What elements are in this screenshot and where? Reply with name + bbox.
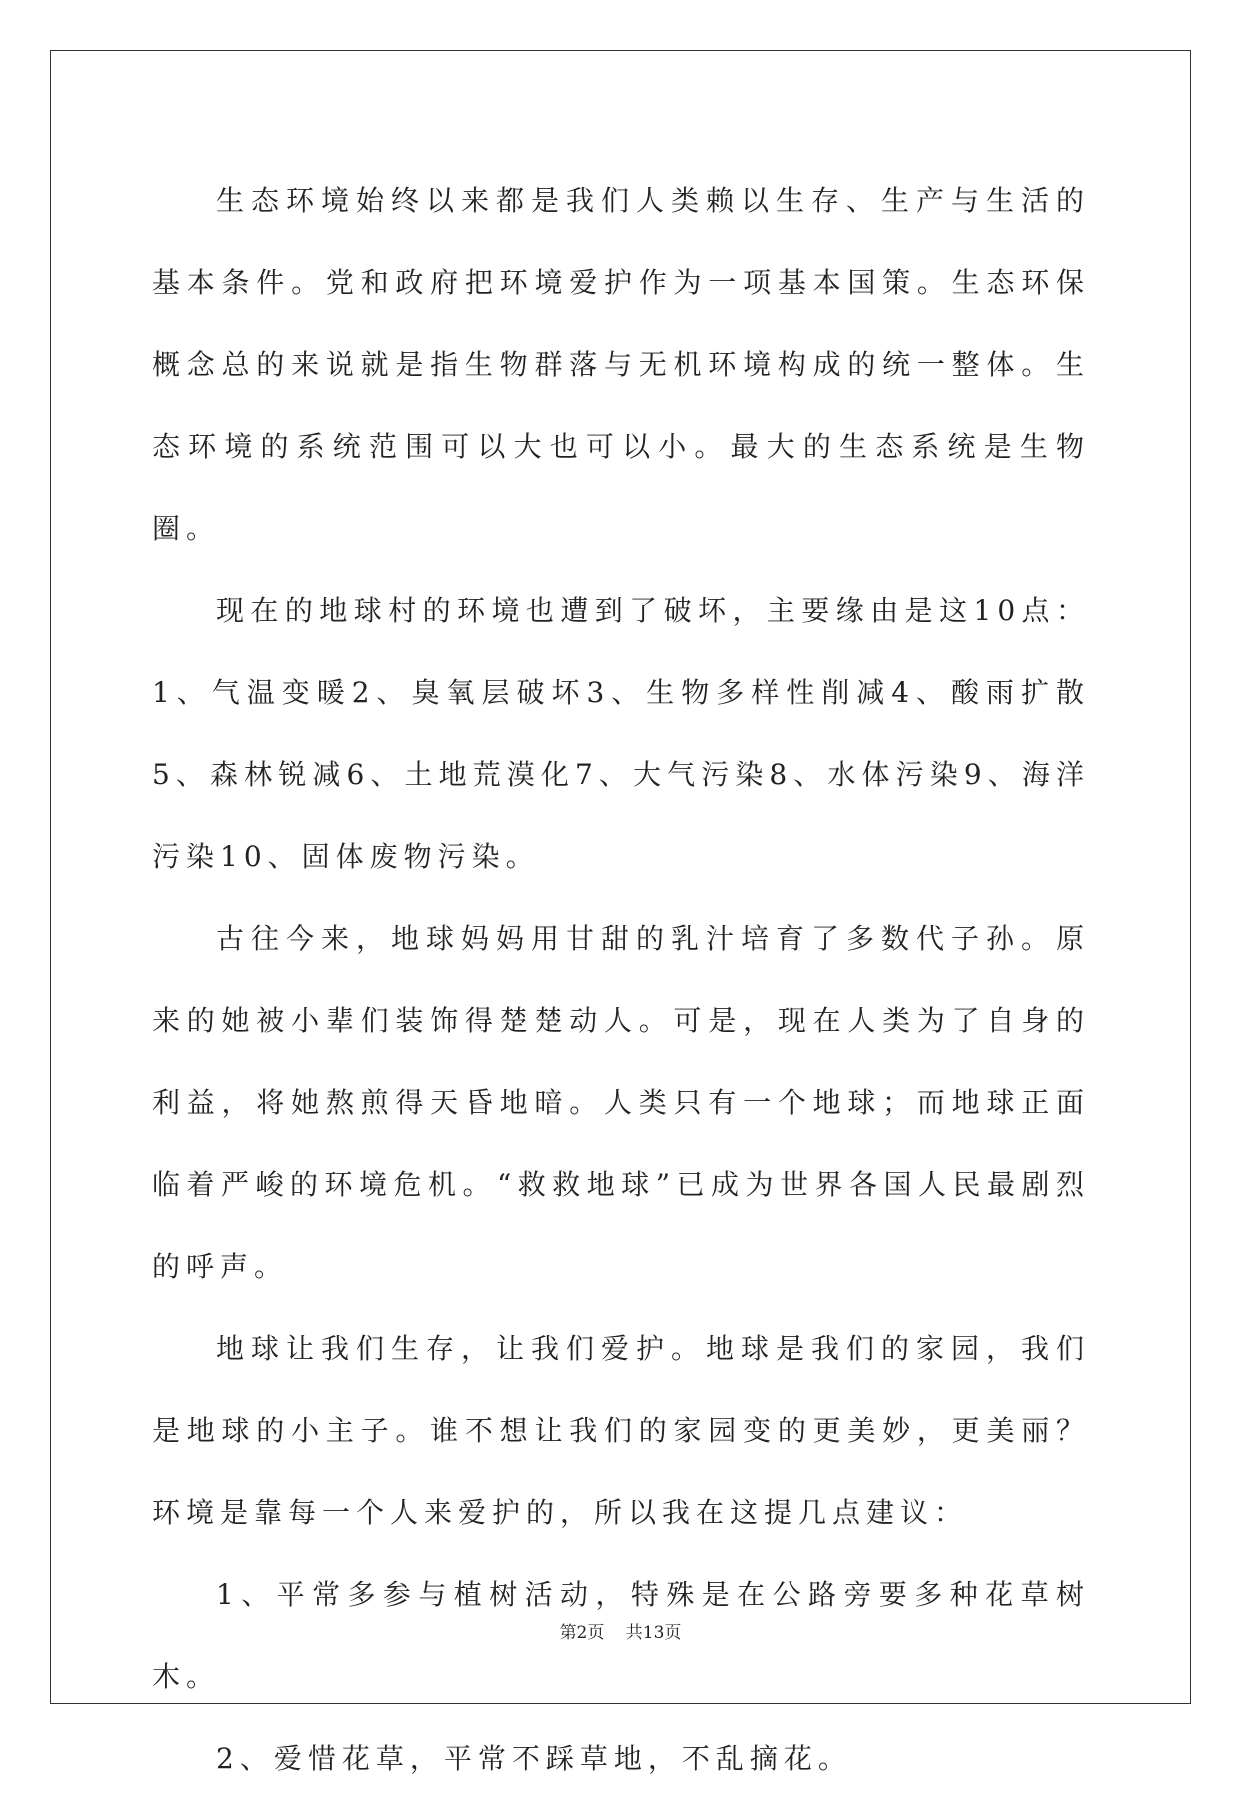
page-number-total: 共13页 [625,1623,682,1643]
paragraph-1: 生态环境始终以来都是我们人类赖以生存、生产与生活的基本条件。党和政府把环境爱护作为一项基本国策。生态环保概念总的来说就是指生物群落与无机环境构成的统一整体。生态环境的系统范围可以大也可以小。最大的生态系统是生物圈。 [152,184,1090,545]
page-footer [0,1618,1241,1643]
document-body [152,160,1090,1800]
page-number-current: 第2页 [559,1623,605,1643]
paragraph-5: 1、平常多参与植树活动，特殊是在公路旁要多种花草树木。 [152,1578,1090,1693]
paragraph-3: 古往今来，地球妈妈用甘甜的乳汁培育了多数代子孙。原来的她被小辈们装饰得楚楚动人。可是，现在人类为了自身的利益，将她熬煎得天昏地暗。人类只有一个地球；而地球正面临着严峻的环境危机。“救救地球”已成为世界各国人民最剧烈的呼声。 [152,922,1090,1283]
paragraph-2: 现在的地球村的环境也遭到了破坏，主要缘由是这10点：1、气温变暖2、臭氧层破坏3、生物多样性削减4、酸雨扩散5、森林锐减6、土地荒漠化7、大气污染8、水体污染9、海洋污染10、固体废物污染。 [152,594,1090,873]
paragraph-6: 2、爱惜花草，平常不踩草地，不乱摘花。 [216,1742,852,1775]
paragraph-4: 地球让我们生存，让我们爱护。地球是我们的家园，我们是地球的小主子。谁不想让我们的家园变的更美妙，更美丽？环境是靠每一个人来爱护的，所以我在这提几点建议： [152,1332,1090,1529]
